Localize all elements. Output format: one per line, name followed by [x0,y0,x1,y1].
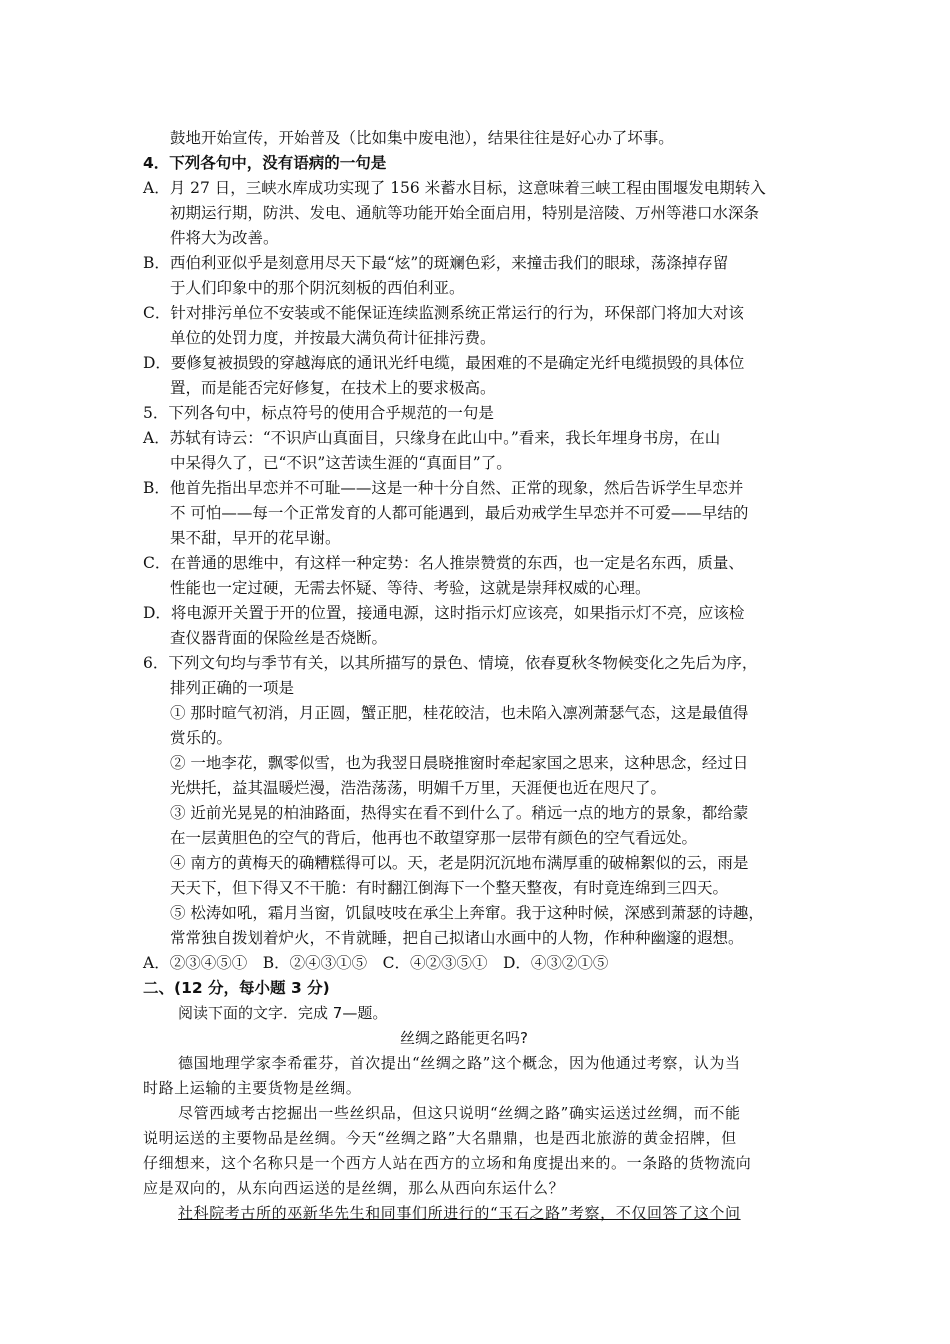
text-line: 中呆得久了，已“不识”这苦读生涯的“真面目”了。 [170,454,512,472]
text-line: 不 可怕——每一个正常发育的人都可能遇到，最后劝戒学生早恋并不可爱——早结的 [170,504,749,522]
text-line: D．将电源开关置于开的位置，接通电源，这时指示灯应该亮，如果指示灯不亮，应该检 [143,604,745,622]
text-line: A．苏轼有诗云：“不识庐山真面目，只缘身在此山中。”看来，我长年埋身书房，在山 [143,429,721,447]
text-line: ④ 南方的黄梅天的确糟糕得可以。天，老是阴沉沉地布满厚重的破棉絮似的云，雨是 [170,854,749,872]
text-line: C．在普通的思维中，有这样一种定势：名人推崇赞赏的东西，也一定是名东西，质量、 [143,554,744,572]
text-line: 时路上运输的主要货物是丝绸。 [143,1079,362,1097]
text-line: 性能也一定过硬，无需去怀疑、等待、考验，这就是崇拜权威的心理。 [170,579,651,597]
text-line: 二、(12 分，每小题 3 分) [143,979,330,997]
text-line: 在一层黄胆色的空气的背后，他再也不敢望穿那一层带有颜色的空气看远处。 [170,829,698,847]
text-line: 5．下列各句中，标点符号的使用合乎规范的一句是 [143,404,494,422]
text-line: 阅读下面的文字．完成 7—题。 [178,1004,388,1022]
text-line: 4．下列各句中，没有语病的一句是 [143,154,387,172]
text-line: 社科院考古所的巫新华先生和同事们所进行的“玉石之路”考察，不仅回答了这个问 [178,1204,741,1222]
text-line: 赏乐的。 [170,729,233,747]
text-line: 初期运行期，防洪、发电、通航等功能开始全面启用，特别是涪陵、万州等港口水深条 [170,204,760,222]
text-line: 说明运送的主要物品是丝绸。今天“丝绸之路”大名鼎鼎，也是西北旅游的黄金招牌，但 [143,1129,737,1147]
text-line: ③ 近前光晃晃的柏油路面，热得实在看不到什么了。稍远一点的地方的景象，都给蒙 [170,804,749,822]
text-line: 鼓地开始宣传，开始普及（比如集中废电池），结果往往是好心办了坏事。 [170,129,674,147]
text-line: 件将大为改善。 [170,229,279,247]
text-line: A．月 27 日，三峡水库成功实现了 156 米蓄水目标，这意味着三峡工程由围堰发电期转入 [143,179,766,197]
text-line: A．②③④⑤① B．②④③①⑤ C．④②③⑤① D．④③②①⑤ [143,954,609,972]
text-line: B．他首先指出早恋并不可耻——这是一种十分自然、正常的现象，然后告诉学生早恋并 [143,479,744,497]
text-line: 6．下列文句均与季节有关，以其所描写的景色、情境，依春夏秋冬物候变化之先后为序， [143,654,758,672]
text-line: 查仪器背面的保险丝是否烧断。 [170,629,388,647]
text-line: 仔细想来，这个名称只是一个西方人站在西方的立场和角度提出来的。一条路的货物流向 [143,1154,752,1172]
text-line: 常常独自拨划着炉火，不肯就睡，把自己拟诸山水画中的人物，作种种幽邃的遐想。 [170,929,744,947]
text-line: 排列正确的一项是 [170,679,295,697]
text-line: 置，而是能否完好修复，在技术上的要求极高。 [170,379,496,397]
text-line: ① 那时暄气初消，月正圆，蟹正肥，桂花皎洁，也未陷入凛冽萧瑟气态，这是最值得 [170,704,749,722]
text-line: B．西伯利亚似乎是刻意用尽天下最“炫”的斑斓色彩，来撞击我们的眼球，荡涤掉存留 [143,254,729,272]
text-line: 光烘托，益其温暖烂漫，浩浩荡荡，明媚千万里，天涯便也近在咫尺了。 [170,779,667,797]
text-line: 单位的处罚力度，并按最大满负荷计征排污费。 [170,329,496,347]
text-line: D．要修复被损毁的穿越海底的通讯光纤电缆，最困难的不是确定光纤电缆损毁的具体位 [143,354,745,372]
text-line: 天天下，但下得又不干脆：有时翻江倒海下一个整天整夜，有时竟连绵到三四天。 [170,879,729,897]
text-line: 于人们印象中的那个阴沉刻板的西伯利亚。 [170,279,465,297]
text-line: 丝绸之路能更名吗? [400,1029,528,1047]
text-line: 德国地理学家李希霍芬，首次提出“丝绸之路”这个概念，因为他通过考察，认为当 [178,1054,741,1072]
text-line: C．针对排污单位不安装或不能保证连续监测系统正常运行的行为，环保部门将加大对该 [143,304,744,322]
text-line: 果不甜，早开的花早谢。 [170,529,341,547]
text-line: ⑤ 松涛如吼，霜月当窗，饥鼠吱吱在承尘上奔窜。我于这种时候，深感到萧瑟的诗趣， [170,904,764,922]
text-line: 尽管西域考古挖掘出一些丝织品，但这只说明“丝绸之路”确实运送过丝绸，而不能 [178,1104,741,1122]
text-line: ② 一地李花，飘零似雪，也为我翌日晨晓推窗时牵起家国之思来，这种思念，经过日 [170,754,749,772]
text-line: 应是双向的，从东向西运送的是丝绸，那么从西向东运什么？ [143,1179,565,1197]
